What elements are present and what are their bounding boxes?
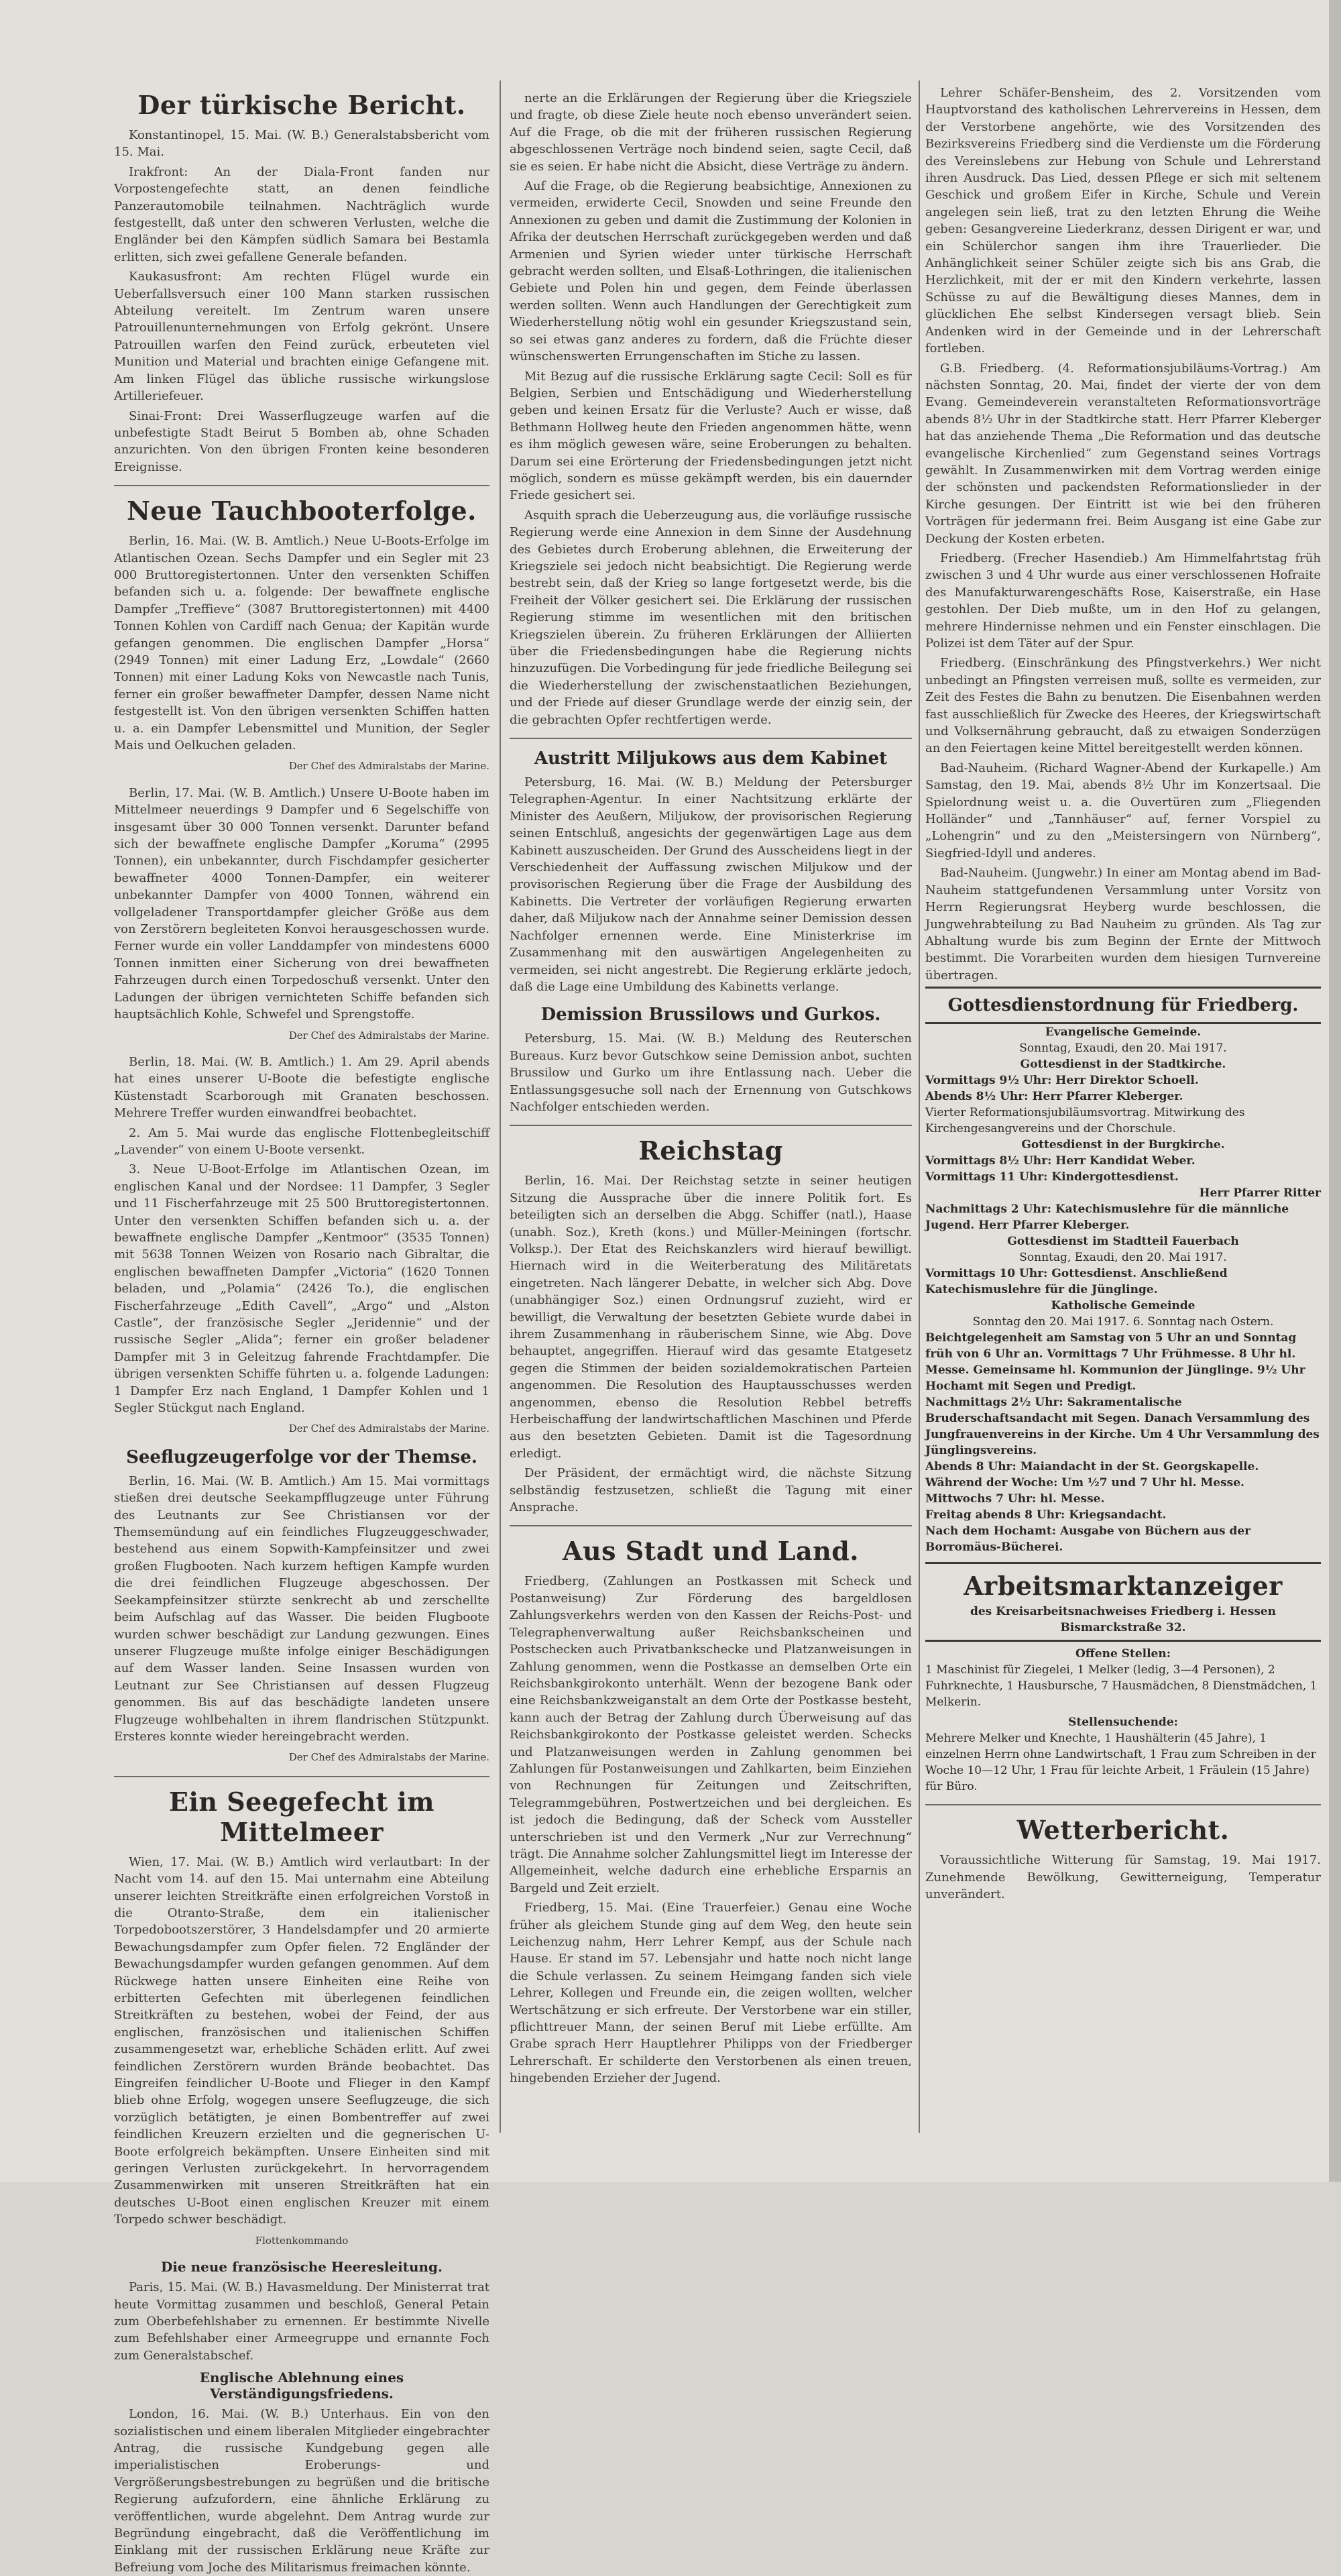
column-3: [925, 80, 1321, 2133]
section-label: Gottesdienst in der Burgkirche.: [1021, 1138, 1225, 1152]
headline-miljukow: Austritt Miljukows aus dem Kabinet: [534, 748, 888, 769]
headline-turkish-report: Der türkische Bericht.: [137, 90, 466, 120]
labor-address: Bismarckstraße 32.: [1060, 1621, 1186, 1635]
divider: [114, 485, 489, 486]
labor-subtitle: des Kreisarbeitsnachweises Friedberg i. Hessen: [970, 1605, 1277, 1619]
service-line: Vormittags 10 Uhr: Gottesdienst. Anschließend Katechismuslehre für die Jünglinge.: [925, 1267, 1228, 1297]
service-line: Mittwochs 7 Uhr: hl. Messe.: [925, 1492, 1105, 1506]
headline-naval-battle: Ein Seegefecht im Mittelmeer: [168, 1786, 434, 1847]
divider: [510, 1525, 912, 1526]
column-rule-left: [500, 80, 501, 2133]
page-edge: [1329, 0, 1341, 2182]
service-line: Beichtgelegenheit am Samstag von 5 Uhr an und Sonntag früh von 6 Uhr an. Vormittags 7 Uhr Frühmesse. 8 Uhr hl. Messe. Gemeinsame hl. Kommunion der Jünglinge. 9½ Uhr Hochamt mit Segen und Predigt.: [925, 1331, 1305, 1394]
section-label: Gottesdienst in der Stadtkirche.: [1020, 1058, 1226, 1072]
column-1: [114, 80, 489, 2575]
section-label: Stellensuchende:: [1068, 1716, 1178, 1730]
article-paragraph: Friedberg, (Zahlungen an Postkassen mit Scheck und Postanweisung) Zur Förderung des bargeldlosen Zahlungsverkehrs werden von den Kassen der Reichs-Post- und Telegraphenverwaltung außer Reichsbankscheinen und Postschecken auch Privatbankschecke und Platzanweisungen in Zahlung genommen, wenn die Postkasse an demselben Orte ein Reichsbankgirokonto unterhält. Wenn der bezogene Bank oder eine Reichsbankzweiganstalt an dem Orte der Postkasse besteht, kann auch der Betrag der Zahlung durch Überweisung auf das Reichsbankgirokonto der Postkasse geleistet werden. Schecks und Platzanweisungen werden in Zahlung genommen bei Zahlungen für Postanweisungen und Zahlkarten, beim Einziehen von Rechnungen für Zeitungen und Zeitschriften, Telegrammgebühren, Postwertzeichen und bei dergleichen. Es ist jedoch die Bedingung, daß der Scheck vom Aussteller unterschrieben ist und den Vermerk „Nur zur Verrechnung“ trägt. Die Annahme solcher Zahlungsmittel liegt im Interesse der Allgemeinheit, welche dadurch eine erhebliche Ersparnis an Bargeld und Zeit erzielt.: [510, 1574, 912, 1895]
weather-text: Voraussichtliche Witterung für Samstag, 19. Mai 1917. Zunehmende Bewölkung, Gewitterneigung, Temperatur unverändert.: [925, 1853, 1321, 1901]
headline-french-army: Die neue französische Heeresleitung.: [160, 2259, 443, 2276]
article-paragraph: Mit Bezug auf die russische Erklärung sagte Cecil: Soll es für Belgien, Serbien und Entschädigung und Wiederherstellung geben und keinen Ersatz für die Verluste? Auch er wisse, daß Bethmann Hollweg heute den Frieden angenommen hätte, wenn es ihm möglich gewesen wäre, seine Eroberungen zu behalten. Darum sei eine Erörterung der Friedensbedingungen jetzt nicht möglich, sondern es müsse gekämpft werden, bis ein dauernder Friede gesichert sei.: [510, 369, 912, 503]
article-paragraph: Irakfront: An der Diala-Front fanden nur Vorpostengefechte statt, an denen feindliche Panzerautomobile teilnahmen. Nachträglich wurde festgestellt, daß unter den schweren Verlusten, welche die Engländer bei den Kämpfen südlich Samara bei Bestamla erlitten, sich zwei gefallene Generale befanden.: [114, 164, 489, 264]
article-paragraph: Wien, 17. Mai. (W. B.) Amtlich wird verlautbart: In der Nacht vom 14. auf den 15. Mai unternahm eine Abteilung unserer leichten Streitkräfte einen erfolgreichen Vorstoß in die Otranto-Straße, dem ein italienischer Torpedobootszerstörer, 3 Handelsdampfer und 20 armierte Bewachungsdampfer zum Opfer fielen. 72 Engländer der Bewachungsdampfer wurden gefangen genommen. Auf dem Rückwege hatten unsere Einheiten eine Reihe von erbitterten Gefechten mit überlegenen feindlichen Streitkräften zu bestehen, wobei der Feind, der aus englischen, französischen und italienischen Schiffen zusammengesetzt war, erhebliche Schäden erlitt. Auf zwei feindlichen Zerstörern wurden Brände beobachtet. Das Eingreifen feindlicher U-Boote und Flieger in den Kampf blieb ohne Erfolg, wogegen unsere Seeflugzeuge, die sich vorzüglich betätigten, je einen Bombentreffer auf zwei feindlichen Kreuzern erzielten und die gegnerischen U-Boote erfolgreich bekämpften. Unsere Einheiten sind mit geringen Verlusten zurückgekehrt. In hervorragendem Zusammenwirken mit unseren Streitkräften hat ein deutsches U-Boot einen englischen Kreuzer mit einem Torpedo schwer beschädigt.: [114, 1854, 489, 2227]
divider: [510, 1125, 912, 1126]
article-paragraph: Asquith sprach die Ueberzeugung aus, die vorläufige russische Regierung werde eine Annexion in dem Sinne der Ausdehnung des Gebietes durch Eroberung ablehnen, die Erweiterung der Kriegsziele sei jedoch nicht beabsichtigt. Die Regierung werde bestrebt sein, daß der Krieg so lange fortgesetzt werde, bis die Freiheit der Völker gesichert sei. Die Erklärung der russischen Regierung stimme im wesentlichen mit den britischen Kriegszielen überein. Zu früheren Erklärungen der Alliierten über die Friedensbedingungen habe die Regierung nichts hinzuzufügen. Die Vorbedingung für jede friedliche Beilegung sei die Wiederherstellung der zwischenstaatlichen Beziehungen, und der Friede auf dieser Grundlage werde der einzig sein, der die gebrachten Opfer rechtfertigen werde.: [510, 508, 912, 727]
service-line: Vierter Reformationsjubiläumsvortrag. Mitwirkung des Kirchengesangvereins und der Chorschule.: [925, 1106, 1245, 1136]
article-paragraph: Bad-Nauheim. (Richard Wagner-Abend der Kurkapelle.) Am Samstag, den 19. Mai, abends 8½ Uhr im Konzertsaal. Die Spielordnung weist u. a. die Ouvertüren zum „Fliegenden Holländer“ und „Tannhäuser“ auf, ferner Vorspiel zu „Lohengrin“ und zu den „Meistersingern von Nürnberg“, Siegfried-Idyll und anderes.: [925, 761, 1321, 860]
section-label: Gottesdienst im Stadtteil Fauerbach: [1007, 1235, 1239, 1249]
article-paragraph: Friedberg. (Frecher Hasendieb.) Am Himmelfahrtstag früh zwischen 3 und 4 Uhr wurde aus einer verschlossenen Hofraite des Manufakturwarengeschäfts Rose, Kaiserstraße, ein Hase gestohlen. Der Dieb mußte, um in den Hof zu gelangen, mehrere Hindernisse nehmen und ein Fenster einschlagen. Die Polizei ist dem Täter auf der Spur.: [925, 551, 1321, 651]
article-paragraph: Berlin, 17. Mai. (W. B. Amtlich.) Unsere U-Boote haben im Mittelmeer neuerdings 9 Dampfer und 6 Segelschiffe von insgesamt über 30 000 Tonnen versenkt. Darunter befand sich der bewaffnete englische Dampfer „Koruma“ (2995 Tonnen), ein unbekannter, durch Fischdampfer gesicherter bewaffneter 4000 Tonnen-Dampfer, ein weiterer unbekannter Dampfer von 4000 Tonnen, während ein vollgeladener Transportdampfer gleicher Größe aus dem von Zerstörern begleiteten Konvoi herausgeschossen wurde. Ferner wurde ein voller Landdampfer von mindestens 6000 Tonnen inmitten einer Sicherung von drei bewaffneten Fahrzeugen durch einen Torpedoschuß versenkt. Unter den Ladungen der übrigen vernichteten Schiffe befanden sich hauptsächlich Kohle, Schwefel und Sprengstoffe.: [114, 785, 489, 1022]
service-line: Vormittags 8½ Uhr: Herr Kandidat Weber.: [925, 1154, 1196, 1168]
section-label: Katholische Gemeinde: [1051, 1299, 1196, 1313]
service-line: Vormittags 9½ Uhr: Herr Direktor Schoell.: [925, 1074, 1199, 1088]
article-paragraph: 3. Neue U-Boot-Erfolge im Atlantischen Ozean, im englischen Kanal und der Nordsee: 11 Dampfer, 3 Segler und 11 Fischerfahrzeuge mit 25 500 Bruttoregistertonnen. Unter den versenkten Schiffen befanden sich u. a. der bewaffnete englische Dampfer „Kentmoor“ (3535 Tonnen) mit 5638 Tonnen Weizen von Rosario nach Gibraltar, die englischen bewaffneten Dampfer „Victoria“ (1620 Tonnen beladen, und „Polamia“ (2426 To.), die englischen Fischerfahrzeuge „Edith Cavell“, „Argo“ und „Alston Castle“, der französische Segler „Jeridennie“ und der russische Segler „Alida“; ferner ein großer beladener Dampfer mit 3 in Geleitzug fahrende Frachtdampfer. Die übrigen versenkten Schiffe führten u. a. folgende Ladungen: 1 Dampfer Erz nach England, 1 Dampfer Kohlen und 1 Segler Stückgut nach England.: [114, 1162, 489, 1416]
service-line: Abends 8 Uhr: Maiandacht in der St. Georgskapelle.: [925, 1460, 1259, 1474]
job-list: 1 Maschinist für Ziegelei, 1 Melker (ledig, 3—4 Personen), 2 Fuhrknechte, 1 Hausbursche, 7 Hausmädchen, 8 Dienstmädchen, 1 Melkerin.: [925, 1663, 1318, 1710]
service-line: Nachmittags 2 Uhr: Katechismuslehre für die männliche Jugend. Herr Pfarrer Kleberger.: [925, 1202, 1289, 1233]
article-paragraph: Berlin, 18. Mai. (W. B. Amtlich.) 1. Am 29. April abends hat eines unserer U-Boote die befestigte englische Küstenstadt Scarborough mit Granaten beschossen. Mehrere Treffer wurden einwandfrei beobachtet.: [114, 1054, 489, 1121]
article-paragraph: Der Präsident, der ermächtigt wird, die nächste Sitzung selbständig festzusetzen, schließt die Tagung mit einer Ansprache.: [510, 1466, 912, 1515]
article-signature: Flottenkommando: [255, 2234, 349, 2247]
article-paragraph: Lehrer Schäfer-Bensheim, des 2. Vorsitzenden vom Hauptvorstand des katholischen Lehrervereins in Hessen, dem der Verstorbene angehörte, wie des Vorsitzenden des Bezirksvereins Friedberg sind die Verdienste um die Förderung des Vereinslebens zur Hebung von Schule und Lehrerstand ihren Ausdruck. Das Lied, dessen Pflege er sich mit seltenem Geschick und großem Eifer in Kirche, Schule und Verein angelegen sein ließ, trat zu den letzten Ehrung die Weihe geben: Gesangvereine Liederkranz, dessen Dirigent er war, und ein Schülerchor sangen ihm ihre Trauerlieder. Die Anhänglichkeit seiner Schüler zeigte sich bis ans Grab, die Herzlichkeit, mit der er mit den Kindern verkehrte, lassen Schüsse zu auf die Bewältigung dieses Mannes, dem in glücklichen Ehe selbst Kindersegen versagt blieb. Sein Andenken wird in der Gemeinde und in der Lehrerschaft fortleben.: [925, 86, 1321, 356]
article-paragraph: Berlin, 16. Mai. Der Reichstag setzte in seiner heutigen Sitzung die Aussprache über die innere Politik fort. Es beteiligten sich an derselben die Abgg. Schiffer (natl.), Haase (unabh. Soz.), Kreth (kons.) und Müller-Meiningen (fortschr. Volksp.). Der Etat des Reichskanzlers wird hierauf bewilligt. Hiernach wird in die Weiterberatung des Militäretats eingetreten. Nach längerer Debatte, in welcher sich Abg. Dove (unabhängiger Soz.) einen Ordnungsruf zuzieht, wird er bewilligt, die Verwaltung der besetzten Gebiete wurde dabei in ihrem Zusammenhang in räuberischem Sinne, wie Abg. Dove behauptet, angegriffen. Hierauf wird das gesamte Etatgesetz gegen die Stimmen der beiden sozialdemokratischen Parteien angenommen. Die Resolution des Hauptausschusses werden angenommen, ebenso die Resolution Rebbel betreffs Herbeischaffung der landwirtschaftlichen Maschinen und Pferde aus den besetzten Gebieten. Damit ist die Tagesordnung erledigt.: [510, 1174, 912, 1461]
headline-weather: Wetterbericht.: [1016, 1815, 1230, 1846]
service-line: Herr Pfarrer Ritter: [1199, 1186, 1321, 1200]
article-signature: Der Chef des Admiralstabs der Marine.: [288, 1422, 489, 1435]
divider: [925, 1804, 1321, 1805]
service-line: Nachmittags 2½ Uhr: Sakramentalische Bruderschaftsandacht mit Segen. Danach Versammlung des Jungfrauenvereins in der Kirche. Um 4 Uhr Versammlung des Jünglingsvereins.: [925, 1396, 1320, 1458]
headline-stadt-land: Aus Stadt und Land.: [562, 1536, 860, 1567]
section-label: Evangelische Gemeinde.: [1045, 1025, 1202, 1040]
article-paragraph: nerte an die Erklärungen der Regierung über die Kriegsziele und fragte, ob diese Ziele heute noch ebenso unverändert seien. Auf die Frage, ob die mit der früheren russischen Regierung abgeschlossenen Verträge noch bindend seien, sagte Cecil, daß sie es seien. Er habe nicht die Absicht, diese Verträge zu ändern.: [510, 91, 912, 174]
article-paragraph: Konstantinopel, 15. Mai. (W. B.) Generalstabsbericht vom 15. Mai.: [114, 128, 489, 160]
service-line: Vormittags 11 Uhr: Kindergottesdienst.: [925, 1170, 1179, 1184]
headline-seaplane: Seeflugzeugerfolge vor der Themse.: [126, 1447, 477, 1467]
article-paragraph: G.B. Friedberg. (4. Reformationsjubiläums-Vortrag.) Am nächsten Sonntag, 20. Mai, findet der vierte der von dem Evang. Gemeindeverein veranstalteten Reformationsvorträge abends 8½ Uhr in der Stadtkirche statt. Herr Pfarrer Kleberger hat das anziehende Thema „Die Reformation und das deutsche evangelische Kirchenlied“ zum Gegenstand seines Vortrags gewählt. In Zusammenwirken mit dem Vortrag werden einige der schönsten und packendsten Reformationslieder in der Kirche gesungen. Der Eintritt ist wie bei den früheren Vorträgen für jedermann frei. Beim Ausgang ist eine Gabe zur Deckung der Kosten erbeten.: [925, 361, 1321, 546]
article-paragraph: Berlin, 16. Mai. (W. B. Amtlich.) Am 15. Mai vormittags stießen drei deutsche Seekampfflugzeuge unter Führung des Leutnants zur See Christiansen vor der Themsemündung auf ein feindliches Flugzeuggeschwader, bestehend aus einem Sopwith-Kampfeinsitzer und zwei großen Flugbooten. Nach kurzem heftigen Kampfe wurden die drei feindlichen Flugzeuge abgeschossen. Der Seekampfeinsitzer stürzte senkrecht ab und zerschellte beim Aufschlag auf das Wasser. Die beiden Flugboote wurden schwer beschädigt zur Landung gezwungen. Eines unserer Flugzeuge mußte infolge einiger Beschädigungen auf dem Wasser landen. Seine Insassen wurden von Leutnant zur See Christiansen auf dessen Flugzeug genommen. Bis auf das beschädigte landeten unsere Flugzeuge wohlbehalten in ihrem flandrischen Stützpunkt. Ersteres konnte wieder hereingebracht werden.: [114, 1473, 489, 1744]
service-date: Sonntag, Exaudi, den 20. Mai 1917.: [1019, 1042, 1227, 1056]
service-line: Abends 8½ Uhr: Herr Pfarrer Kleberger.: [925, 1090, 1183, 1104]
service-date: Sonntag den 20. Mai 1917. 6. Sonntag nach Ostern.: [972, 1315, 1274, 1329]
service-line: Nach dem Hochamt: Ausgabe von Büchern aus der Borromäus-Bücherei.: [925, 1524, 1251, 1555]
service-line: Freitag abends 8 Uhr: Kriegsandacht.: [925, 1508, 1167, 1522]
article-paragraph: Bad-Nauheim. (Jungwehr.) In einer am Montag abend im Bad-Nauheim stattgefundenen Versammlung unter Vorsitz von Herrn Regierungsrat Heyberg wurde beschlossen, die Jungwehrabteilung zu Bad Nauheim zu gründen. Als Tag zur Abhaltung wurde bis zum Beginn der Ernte der Mittwoch bestimmt. Die Vorarbeiten wurden dem hiesigen Turnvereine übertragen.: [925, 866, 1321, 983]
headline-reichstag: Reichstag: [638, 1135, 783, 1166]
article-signature: Der Chef des Admiralstabs der Marine.: [288, 1029, 489, 1042]
worship-header: [925, 987, 1321, 1024]
article-paragraph: 2. Am 5. Mai wurde das englische Flottenbegleitschiff „Lavender“ von einem U-Boote versenkt.: [114, 1125, 489, 1157]
service-date: Sonntag, Exaudi, den 20. Mai 1917.: [1019, 1251, 1227, 1265]
headline-labor-market: Arbeitsmarktanzeiger: [964, 1571, 1283, 1602]
headline-worship: Gottesdienstordnung für Friedberg.: [947, 995, 1299, 1016]
labor-header: [925, 1562, 1321, 1642]
article-paragraph: Friedberg, 15. Mai. (Eine Trauerfeier.) Genau eine Woche früher als gleichem Stunde ging auf dem Weg, den heute sein Leichenzug nahm, Herr Lehrer Kempf, aus der Schule nach Hause. Er stand im 57. Lebensjahr und hatte noch nicht lange die Schule verlassen. Zu seinem Heimgang fanden sich viele Lehrer, Kollegen und Freunde ein, die zeigen wollten, welcher Wertschätzung er sich erfreute. Der Verstorbene war ein stiller, pflichttreuer Mann, der seinen Beruf mit Liebe erfüllte. Am Grabe sprach Herr Hauptlehrer Philipps von der Friedberger Lehrerschaft. Er schilderte den Verstorbenen als einen treuen, hingebenden Erzieher der Jugend.: [510, 1901, 912, 2086]
service-line: Während der Woche: Um ½7 und 7 Uhr hl. Messe.: [925, 1476, 1244, 1490]
article-paragraph: Petersburg, 16. Mai. (W. B.) Meldung der Petersburger Telegraphen-Agentur. In einer Nachtsitzung erklärte der Minister des Aeußern, Miljukow, der provisorischen Regierung seinen Entschluß, angesichts der gegenwärtigen Lage aus dem Kabinett auszuscheiden. Der Grund des Ausscheidens liegt in der Verschiedenheit der Auffassung zwischen Miljukow und der provisorischen Regierung über die Frage der Ausbildung des Kabinetts. Die Vertreter der vorläufigen Regierung erwarten daher, daß Miljukow nach der Annahme seiner Demission dessen Nachfolger ernennen werde. Eine Ministerkrise im Zusammenhang mit den auswärtigen Angelegenheiten zu vermeiden, sei nicht angestrebt. Die Regierung erklärte jedoch, daß die Lage eine Umbildung des Kabinetts verlange.: [510, 775, 912, 994]
article-paragraph: Friedberg. (Einschränkung des Pfingstverkehrs.) Wer nicht unbedingt an Pfingsten verreisen muß, sollte es vermeiden, zur Zeit des Festes die Bahn zu benutzen. Die Eisenbahnen werden fast ausschließlich für Zwecke des Heeres, der Kriegswirtschaft und Volksernährung gebraucht, daß zu etwaigen Sonderzügen an den Feiertagen keine Mittel bereitgestellt werden können.: [925, 656, 1321, 756]
article-paragraph: Berlin, 16. Mai. (W. B. Amtlich.) Neue U-Boots-Erfolge im Atlantischen Ozean. Sechs Dampfer und ein Segler mit 23 000 Bruttoregistertonnen. Unter den versenkten Schiffen befanden sich u. a. folgende: Der bewaffnete englische Dampfer „Treffieve“ (3087 Bruttoregistertonnen) mit 4400 Tonnen Kohlen von Cardiff nach Genua; der Kapitän wurde gefangen genommen. Die englischen Dampfer „Horsa“ (2949 Tonnen) mit einer Ladung Erz, „Lowdale“ (2660 Tonnen) mit einer Ladung Koks von Newcastle nach Tunis, ferner ein großer bewaffneter Dampfer, dessen Name nicht festgestellt ist. Von den übrigen versenkten Schiffen hatten u. a. ein Dampfer Lebensmittel und Munition, der Segler Mais und Oelkuchen geladen.: [114, 534, 489, 752]
section-label: Offene Stellen:: [1075, 1647, 1171, 1661]
article-paragraph: London, 16. Mai. (W. B.) Unterhaus. Ein von den sozialistischen und einem liberalen Mitglieder eingebrachter Antrag, die russische Kundgebung gegen alle imperialistischen Eroberungs- und Vergrößerungsbestrebungen zu begrüßen und die britische Regierung aufzufordern, eine ähnliche Erklärung zu veröffentlichen, wurde abgelehnt. Dem Antrag wurde zur Begründung eingebracht, daß die Veröffentlichung im Einklang mit der russischen Erklärung neue Kräfte zur Befreiung vom Joche des Militarismus freimachen könnte.: [114, 2407, 489, 2575]
divider: [510, 738, 912, 739]
headline-english-rejection: Englische Ablehnung eines Verständigungsfriedens.: [199, 2369, 404, 2402]
article-paragraph: Sinai-Front: Drei Wasserflugzeuge warfen auf die unbefestigte Stadt Beirut 5 Bomben ab, ohne Schaden anzurichten. Von den übrigen Fronten keine besonderen Ereignisse.: [114, 408, 489, 474]
article-paragraph: Kaukasusfront: Am rechten Flügel wurde ein Ueberfallsversuch einer 100 Mann starken russischen Abteilung vereitelt. Im Zentrum waren unsere Patrouillenunternehmungen von Erfolg gekrönt. Unsere Patrouillen warfen den Feind zurück, erbeuteten viel Munition und Material und brachten einige Gefangene mit. Am linken Flügel das übliche russische wirkungslose Artilleriefeuer.: [114, 270, 489, 404]
article-paragraph: Auf die Frage, ob die Regierung beabsichtige, Annexionen zu vermeiden, erwiderte Cecil, Snowden und seine Freunde den Annexionen zu geben und damit die Zustimmung der Kolonien in Afrika der deutschen Herrschaft zurückgegeben werden und daß Armenien und Syrien wieder unter türkische Herrschaft gebracht werden sollten, und Elsaß-Lothringen, die italienischen Gebiete und Polen hin und gegen, dem Feinde überlassen werden sollten. Wenn auch Handlungen der Gerechtigkeit zum Wiederherstellung nötig wohl ein gesunder Kriegszustand sein, so sei etwas ganz anderes zu fordern, daß die Früchte dieser wünschenswerten Errungenschaften im Stiche zu lassen.: [510, 179, 912, 364]
article-paragraph: Petersburg, 15. Mai. (W. B.) Meldung des Reuterschen Bureaus. Kurz bevor Gutschkow seine Demission anbot, suchten Brussilow und Gurko um ihre Entlassung nach. Ueber die Entlassungsgesuche soll nach der Ernennung von Gutschkows Nachfolger entschieden werden.: [510, 1031, 912, 1114]
job-list: Mehrere Melker und Knechte, 1 Haushälterin (45 Jahre), 1 einzelnen Herrn ohne Landwirtschaft, 1 Frau zum Schreiben in der Woche 10—12 Uhr, 1 Frau für leichte Arbeit, 1 Fräulein (15 Jahre) für Büro.: [925, 1732, 1316, 1794]
article-paragraph: Paris, 15. Mai. (W. B.) Havasmeldung. Der Ministerrat trat heute Vormittag zusammen und beschloß, General Petain zum Oberbefehlshaber zu ernennen. Er bestimmte Nivelle zum Befehlshaber einer Armeegruppe und ernannte Foch zum Generalstabschef.: [114, 2280, 489, 2363]
headline-brussilow: Demission Brussilows und Gurkos.: [540, 1005, 881, 1025]
article-signature: Der Chef des Admiralstabs der Marine.: [288, 1751, 489, 1764]
article-signature: Der Chef des Admiralstabs der Marine.: [288, 760, 489, 773]
column-rule-right: [919, 80, 920, 2133]
headline-submarine: Neue Tauchbooterfolge.: [127, 496, 477, 526]
divider: [114, 1776, 489, 1777]
column-2: [510, 80, 912, 2133]
